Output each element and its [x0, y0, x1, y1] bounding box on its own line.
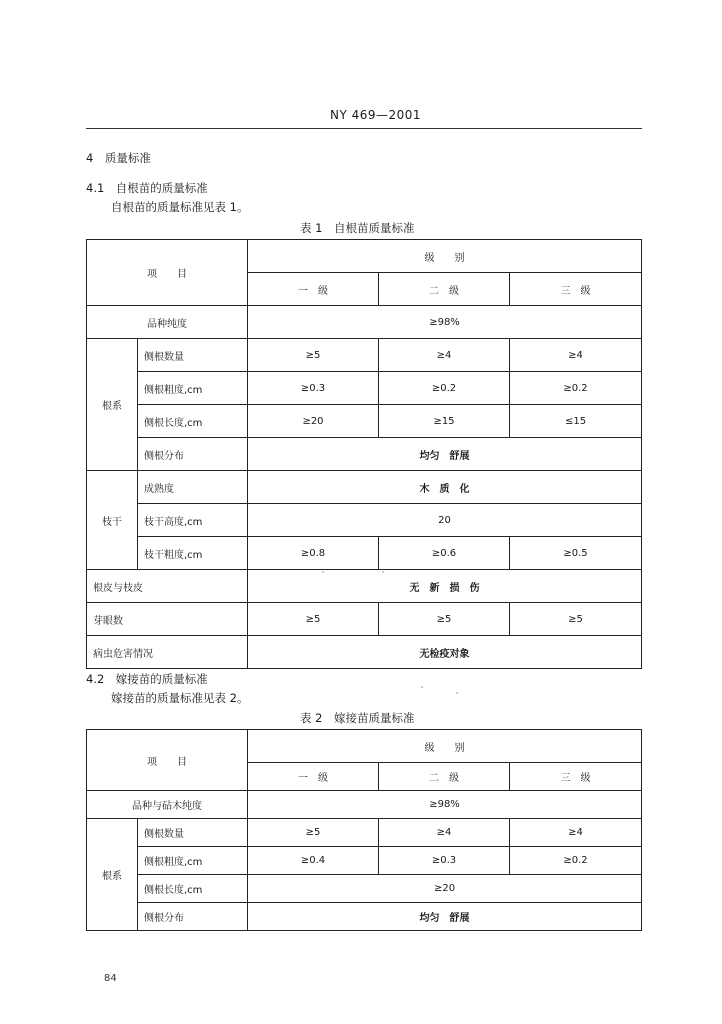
root-length-label: 侧根长度,cm	[138, 875, 248, 903]
trunk-thickness-grade-1: ≥0.8	[248, 537, 379, 570]
trunk-thickness-grade-2: ≥0.6	[379, 537, 510, 570]
root-count-label: 侧根数量	[138, 339, 248, 372]
trunk-thickness-grade-3: ≥0.5	[510, 537, 642, 570]
grade-2-header: 二 级	[379, 763, 510, 791]
pest-value: 无检疫对象	[248, 636, 642, 669]
scan-speckle	[421, 686, 423, 688]
grade-1-header: 一 级	[248, 763, 379, 791]
bark-value: 无 新 损 伤	[248, 570, 642, 603]
pest-label: 病虫危害情况	[87, 636, 248, 669]
buds-label: 芽眼数	[87, 603, 248, 636]
grade-3-header: 三 级	[510, 763, 642, 791]
grade-1-header: 一 级	[248, 273, 379, 306]
trunk-height-label: 枝干高度,cm	[138, 504, 248, 537]
buds-grade-1: ≥5	[248, 603, 379, 636]
root-count-grade-3: ≥4	[510, 819, 642, 847]
root-thickness-grade-2: ≥0.2	[379, 372, 510, 405]
table-2-caption: 表 2 嫁接苗质量标准	[300, 711, 415, 725]
trunk-height-value: 20	[248, 504, 642, 537]
section-4-2-heading: 4.2 嫁接苗的质量标准	[86, 672, 208, 686]
purity-value: ≥98%	[248, 791, 642, 819]
scan-speckle	[456, 692, 458, 694]
buds-grade-2: ≥5	[379, 603, 510, 636]
root-distribution-value: 均匀 舒展	[248, 438, 642, 471]
buds-grade-3: ≥5	[510, 603, 642, 636]
grade-header: 级 别	[248, 240, 642, 273]
grade-2-header: 二 级	[379, 273, 510, 306]
root-length-grade-2: ≥15	[379, 405, 510, 438]
standard-number-header: NY 469—2001	[330, 108, 422, 122]
section-4-1-intro: 自根苗的质量标准见表 1。	[111, 200, 249, 214]
table-2	[86, 729, 642, 931]
item-header: 项 目	[87, 240, 248, 306]
root-thickness-grade-1: ≥0.3	[248, 372, 379, 405]
root-thickness-grade-1: ≥0.4	[248, 847, 379, 875]
root-thickness-grade-2: ≥0.3	[379, 847, 510, 875]
page-number: 84	[104, 973, 117, 984]
root-count-grade-2: ≥4	[379, 819, 510, 847]
trunk-group-label: 枝干	[87, 471, 138, 570]
root-length-grade-3: ≤15	[510, 405, 642, 438]
section-4-1-heading: 4.1 自根苗的质量标准	[86, 181, 208, 195]
purity-value: ≥98%	[248, 306, 642, 339]
scan-speckle	[382, 571, 384, 573]
root-thickness-label: 侧根粗度,cm	[138, 372, 248, 405]
bark-label: 根皮与枝皮	[87, 570, 248, 603]
grade-header: 级 别	[248, 730, 642, 763]
root-thickness-label: 侧根粗度,cm	[138, 847, 248, 875]
table-1-caption: 表 1 自根苗质量标准	[300, 221, 415, 235]
root-length-label: 侧根长度,cm	[138, 405, 248, 438]
root-count-grade-3: ≥4	[510, 339, 642, 372]
trunk-thickness-label: 枝干粗度,cm	[138, 537, 248, 570]
root-count-grade-2: ≥4	[379, 339, 510, 372]
root-distribution-label: 侧根分布	[138, 438, 248, 471]
root-length-grade-1: ≥20	[248, 405, 379, 438]
section-4-2-intro: 嫁接苗的质量标准见表 2。	[111, 691, 249, 705]
root-count-label: 侧根数量	[138, 819, 248, 847]
section-4-heading: 4 质量标准	[86, 151, 151, 165]
root-group-label: 根系	[87, 819, 138, 931]
maturity-value: 木 质 化	[248, 471, 642, 504]
purity-label: 品种与砧木纯度	[87, 791, 248, 819]
root-group-label: 根系	[87, 339, 138, 471]
root-count-grade-1: ≥5	[248, 819, 379, 847]
maturity-label: 成熟度	[138, 471, 248, 504]
item-header: 项 目	[87, 730, 248, 791]
purity-label: 品种纯度	[87, 306, 248, 339]
grade-3-header: 三 级	[510, 273, 642, 306]
table-1	[86, 239, 642, 669]
root-distribution-label: 侧根分布	[138, 903, 248, 931]
root-thickness-grade-3: ≥0.2	[510, 372, 642, 405]
root-distribution-value: 均匀 舒展	[248, 903, 642, 931]
root-length-value: ≥20	[248, 875, 642, 903]
root-thickness-grade-3: ≥0.2	[510, 847, 642, 875]
root-count-grade-1: ≥5	[248, 339, 379, 372]
scan-speckle	[322, 571, 324, 573]
header-rule	[86, 128, 642, 129]
